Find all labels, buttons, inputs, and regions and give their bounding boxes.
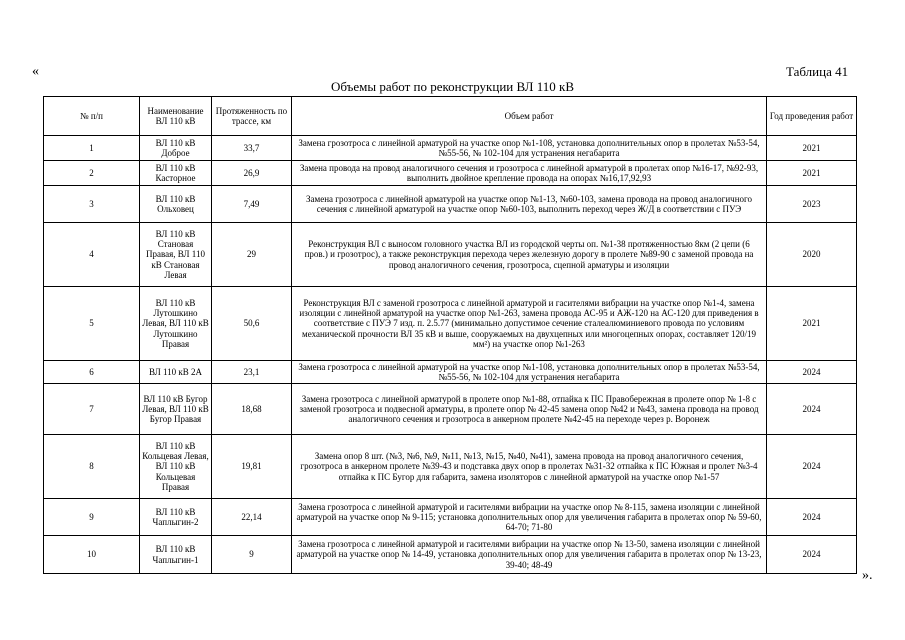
cell-year: 2024: [767, 536, 857, 574]
cell-length: 22,14: [212, 499, 292, 536]
table-row: [44, 186, 857, 223]
table-row: [44, 536, 857, 574]
cell-work-volume: Реконструкция ВЛ с заменой грозотроса с линейной арматурой и гасителями вибрации на участке опор №1-4, замена изоляции с линейной арматурой на участке опор №1-263, замена провода АС-95 и АЖ-120 на АС-120 для приведения в соответствие с ПУЭ 7 изд. п. 2.5.77 (минимально допустимое сечение сталеалюминиевого провода по условиям механической прочности ВЛ 35 кВ и выше, сооружаемых на двухцепных или многоцепных опорах, составляет 120/19 мм²) на участке опор №1-263: [292, 287, 767, 361]
table-row: [44, 499, 857, 536]
cell-number: 8: [44, 435, 140, 499]
cell-year: 2024: [767, 435, 857, 499]
cell-work-volume: Реконструкция ВЛ с выносом головного участка ВЛ из городской черты оп. №1-38 протяженностью 8км (2 цепи (6 пров.) и грозотрос), а также реконструкция перехода через железную дорогу в пролете №89-90 с заменой провода на провод аналогичного сечения, грозотроса, сцепной арматуры и изоляции: [292, 223, 767, 287]
table-row: [44, 384, 857, 435]
cell-length: 23,1: [212, 361, 292, 384]
cell-length: 18,68: [212, 384, 292, 435]
cell-year: 2024: [767, 499, 857, 536]
cell-length: 29: [212, 223, 292, 287]
cell-work-volume: Замена провода на провод аналогичного сечения и грозотроса с линейной арматурой в пролетах опор №16-17, №92-93, выполнить двойное крепление провода на опорах №16,17,92,93: [292, 161, 767, 186]
cell-line-name: ВЛ 110 кВ 2А: [140, 361, 212, 384]
cell-line-name: ВЛ 110 кВ Чаплыгин-2: [140, 499, 212, 536]
cell-line-name: ВЛ 110 кВ Доброе: [140, 136, 212, 161]
cell-work-volume: Замена грозотроса с линейной арматурой на участке опор №1-13, №60-103, замена провода на провод аналогичного сечения с линейной арматурой на участке опор №60-103, выполнить переход через Ж/Д в соответствии с ПУЭ: [292, 186, 767, 223]
cell-length: 50,6: [212, 287, 292, 361]
table-row: [44, 287, 857, 361]
cell-line-name: ВЛ 110 кВ Лутошкино Левая, ВЛ 110 кВ Лутошкино Правая: [140, 287, 212, 361]
cell-work-volume: Замена грозотроса с линейной арматурой в пролете опор №1-88, отпайка к ПС Правобережная в пролете опор № 1-8 с заменой грозотроса и подвесной арматуры, в пролете опор № 42-45 замена опор №42 и №43, замена провода на провод аналогичного сечения и грозотроса в анкерном пролете №42-45 на переходе через р. Воронеж: [292, 384, 767, 435]
cell-line-name: ВЛ 110 кВ Кольцевая Левая, ВЛ 110 кВ Кольцевая Правая: [140, 435, 212, 499]
header-line-name: Наименование ВЛ 110 кВ: [140, 97, 212, 136]
opening-quote: «: [32, 64, 39, 79]
header-length: Протяженность по трассе, км: [212, 97, 292, 136]
cell-line-name: ВЛ 110 кВ Чаплыгин-1: [140, 536, 212, 574]
header-number: № п/п: [44, 97, 140, 136]
cell-work-volume: Замена грозотроса с линейной арматурой и гасителями вибрации на участке опор № 13-50, замена изоляции с линейной арматурой на участке опор № 14-49, установка дополнительных опор для увеличения габарита в пролетах опор № 13-23, 39-40; 48-49: [292, 536, 767, 574]
cell-line-name: ВЛ 110 кВ Касторное: [140, 161, 212, 186]
cell-line-name: ВЛ 110 кВ Ольховец: [140, 186, 212, 223]
cell-number: 10: [44, 536, 140, 574]
cell-year: 2024: [767, 361, 857, 384]
cell-year: 2024: [767, 384, 857, 435]
cell-number: 6: [44, 361, 140, 384]
cell-year: 2021: [767, 287, 857, 361]
cell-work-volume: Замена грозотроса с линейной арматурой на участке опор №1-108, установка дополнительных опор в пролетах №53-54, №55-56, № 102-104 для устранения негабарита: [292, 361, 767, 384]
cell-work-volume: Замена грозотроса с линейной арматурой и гасителями вибрации на участке опор № 8-115, замена изоляции с линейной арматурой на участке опор № 9-115; установка дополнительных опор для увеличения габарита в пролетах опор № 59-60, 64-70; 71-80: [292, 499, 767, 536]
cell-length: 9: [212, 536, 292, 574]
cell-line-name: ВЛ 110 кВ Становая Правая, ВЛ 110 кВ Становая Левая: [140, 223, 212, 287]
table-row: [44, 361, 857, 384]
cell-number: 5: [44, 287, 140, 361]
table-row: [44, 161, 857, 186]
cell-number: 9: [44, 499, 140, 536]
closing-quote: ».: [862, 568, 873, 583]
header-work-volume: Объем работ: [292, 97, 767, 136]
table-row: [44, 136, 857, 161]
cell-length: 19,81: [212, 435, 292, 499]
cell-line-name: ВЛ 110 кВ Бугор Левая, ВЛ 110 кВ Бугор Правая: [140, 384, 212, 435]
cell-year: 2021: [767, 161, 857, 186]
cell-year: 2020: [767, 223, 857, 287]
table-row: [44, 435, 857, 499]
table-header-row: [44, 97, 857, 136]
cell-length: 26,9: [212, 161, 292, 186]
cell-length: 7,49: [212, 186, 292, 223]
cell-year: 2023: [767, 186, 857, 223]
table-title: Объемы работ по реконструкции ВЛ 110 кВ: [331, 79, 574, 94]
cell-number: 1: [44, 136, 140, 161]
cell-work-volume: Замена опор 8 шт. (№3, №6, №9, №11, №13, №15, №40, №41), замена провода на провод аналогичного сечения, грозотроса в анкерном пролете №39-43 и подставка двух опор в пролетах №31-32 отпайка к ПС Южная и пролет №3-4 отпайка к ПС Бугор для габарита, замена изоляторов с линейной арматурой на участке опор №1-57: [292, 435, 767, 499]
cell-year: 2021: [767, 136, 857, 161]
cell-number: 4: [44, 223, 140, 287]
header-year: Год проведения работ: [767, 97, 857, 136]
cell-number: 3: [44, 186, 140, 223]
cell-number: 2: [44, 161, 140, 186]
cell-length: 33,7: [212, 136, 292, 161]
works-volume-table: [43, 96, 857, 574]
cell-work-volume: Замена грозотроса с линейной арматурой на участке опор №1-108, установка дополнительных опор в пролетах №53-54, №55-56, № 102-104 для устранения негабарита: [292, 136, 767, 161]
table-number-label: Таблица 41: [786, 64, 849, 79]
cell-number: 7: [44, 384, 140, 435]
table-row: [44, 223, 857, 287]
